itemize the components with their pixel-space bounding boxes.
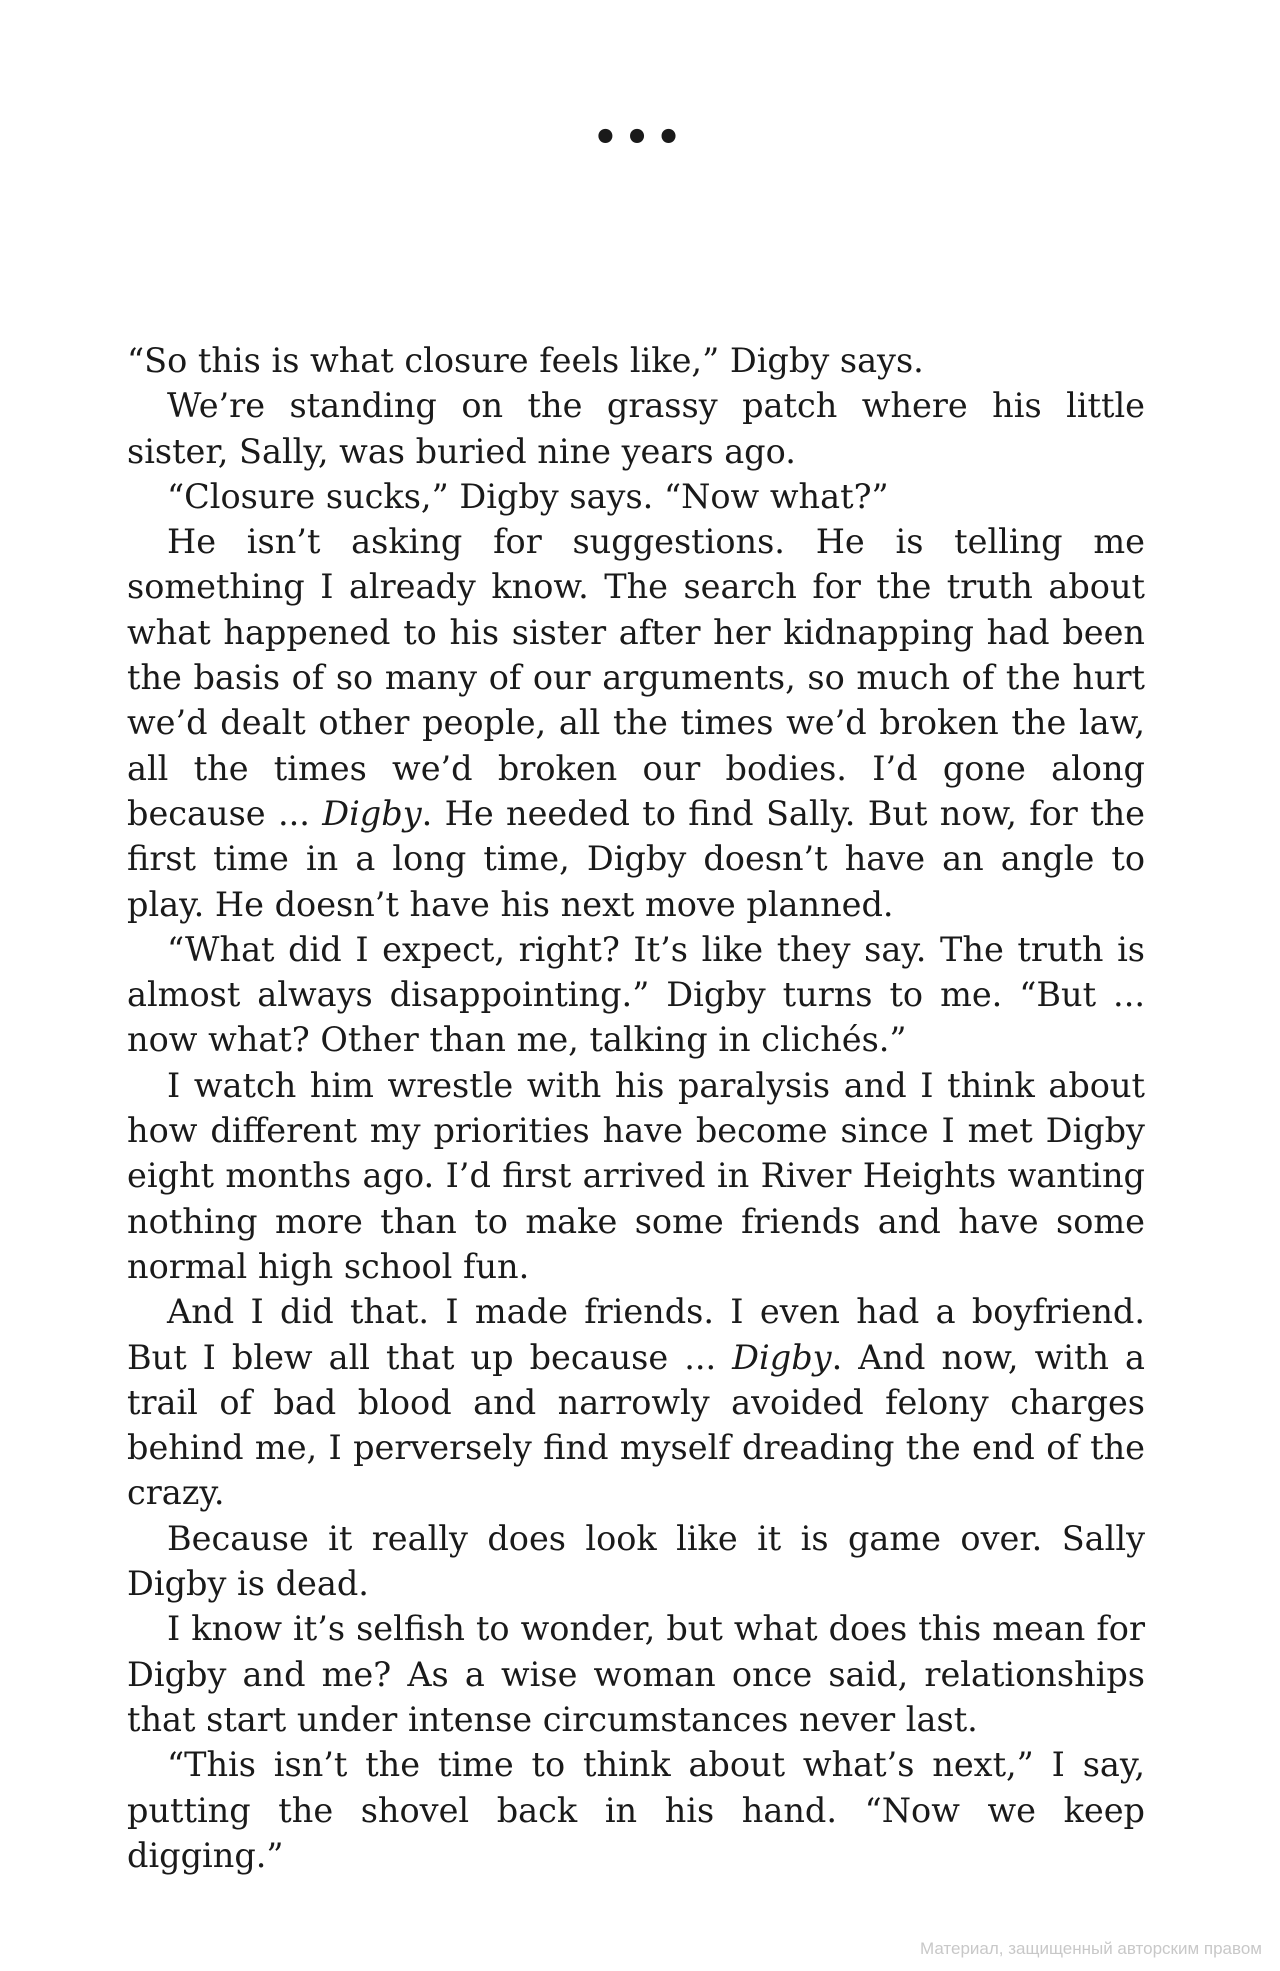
paragraph-text: “This isn’t the time to think about what’s next,” I say, putting the shovel back in his hand. “Now we keep digging.” [127, 1745, 1145, 1875]
paragraph [127, 519, 1145, 927]
paragraph-text: “Closure sucks,” Digby says. “Now what?” [167, 476, 889, 516]
paragraph-text: . And now, with a trail of bad blood and narrowly avoided felony charges behind me, I perversely find myself dreading the end of the crazy. [127, 1337, 1146, 1513]
paragraph-italic-text: Digby [322, 793, 422, 833]
paragraph-text: I know it’s selfish to wonder, but what does this mean for Digby and me? As a wise woman once said, relationships that start under intense circumstances never last. [127, 1609, 1145, 1739]
paragraph-text: We’re standing on the grassy patch where his little sister, Sally, was buried nine years ago. [127, 386, 1145, 471]
paragraph [127, 1742, 1145, 1878]
copyright-watermark: Материал, защищенный авторским правом [919, 1939, 1262, 1958]
paragraph [127, 1063, 1145, 1289]
paragraph-text: I watch him wrestle with his paralysis and I think about how different my priorities have become since I met Digby eight months ago. I’d first arrived in River Heights wanting nothing more than to make some friends and have some normal high school fun. [127, 1065, 1145, 1286]
paragraph-text: He isn’t asking for suggestions. He is telling me something I already know. The search for the truth about what happened to his sister after her kidnapping had been the basis of so many of our arguments, so much of the hurt we’d dealt other people, all the times we’d broken the law, all the times we’d broken our bodies. I’d gone along because ... [127, 522, 1145, 833]
paragraph [127, 1516, 1145, 1607]
paragraph [127, 1289, 1145, 1515]
paragraph [127, 1606, 1145, 1742]
paragraph [127, 338, 1145, 383]
paragraph-text: Because it really does look like it is game over. Sally Digby is dead. [127, 1518, 1145, 1604]
paragraph-text: “So this is what closure feels like,” Digby says. [127, 341, 924, 380]
paragraph-text: . He needed to find Sally. But now, for the first time in a long time, Digby doesn’t have an angle to play. He doesn’t have his next move planned. [127, 793, 1145, 924]
paragraph [127, 474, 1145, 519]
paragraph [127, 383, 1145, 474]
page-body-text [127, 338, 1145, 1878]
paragraph-italic-text: Digby [732, 1337, 832, 1377]
paragraph-text: “What did I expect, right? It’s like they say. The truth is almost always disappointing.” Digby turns to me. “But ... now what? Other than me, talking in clichés.” [127, 929, 1145, 1060]
paragraph [127, 927, 1145, 1063]
section-break-dots: ••• [592, 114, 688, 161]
paragraph-text: And I did that. I made friends. I even had a boyfriend. But I blew all that up because ... [127, 1292, 1145, 1377]
